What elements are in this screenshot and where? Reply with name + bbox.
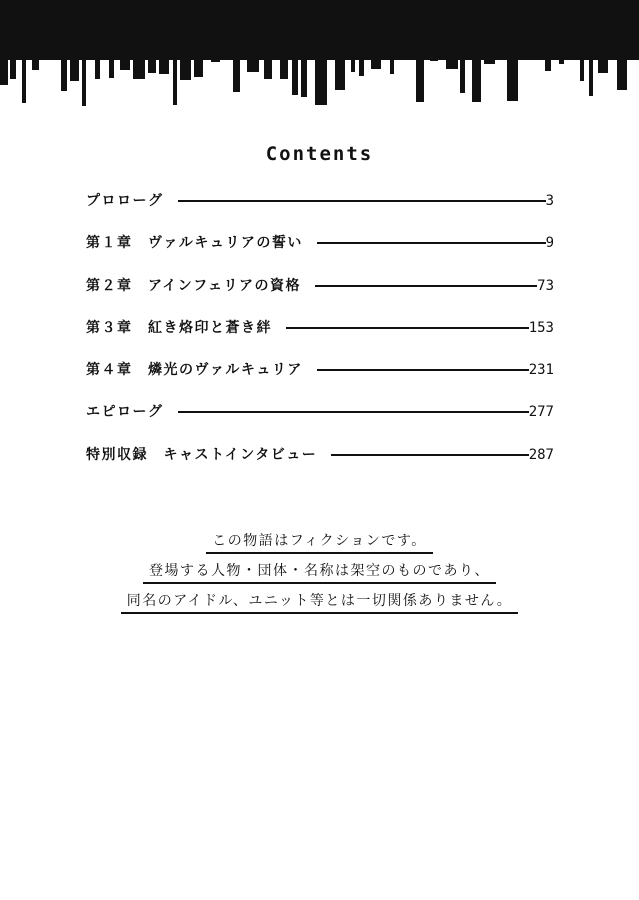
toc-entry-label: 第２章 アインフェリアの資格	[86, 277, 302, 294]
disclaimer-line: この物語はフィクションです。	[206, 531, 432, 554]
toc-entry-page: 153	[528, 319, 554, 336]
toc-entry	[86, 317, 554, 359]
toc-leader-line	[317, 232, 546, 244]
toc-leader-line	[317, 359, 529, 371]
toc-entry	[86, 359, 554, 401]
toc-entry	[86, 444, 554, 486]
toc-entry-page: 73	[537, 277, 554, 294]
disclaimer-line: 同名のアイドル、ユニット等とは一切関係ありません。	[121, 591, 518, 614]
toc-entry-label: エピローグ	[86, 404, 164, 421]
table-of-contents	[86, 190, 554, 486]
fiction-disclaimer	[0, 530, 639, 620]
toc-leader-line	[178, 401, 529, 413]
toc-leader-line	[286, 317, 529, 329]
toc-entry-label: 第４章 燐光のヴァルキュリア	[86, 362, 303, 379]
toc-entry	[86, 401, 554, 443]
toc-entry-label: プロローグ	[86, 193, 164, 209]
toc-entry-label: 特別収録 キャストインタビュー	[86, 446, 318, 463]
skyline-header-graphic	[0, 0, 639, 120]
toc-entry-page: 231	[528, 362, 554, 379]
toc-entry-label: 第１章 ヴァルキュリアの誓い	[86, 235, 303, 252]
toc-leader-line	[331, 444, 528, 456]
toc-entry-page: 277	[528, 404, 554, 421]
toc-entry-label: 第３章 紅き烙印と蒼き絆	[86, 319, 272, 336]
toc-entry-page: 287	[528, 446, 554, 463]
toc-entry	[86, 232, 554, 274]
toc-entry	[86, 275, 554, 317]
toc-entry-page: 3	[545, 193, 554, 209]
toc-leader-line	[315, 275, 537, 287]
toc-entry	[86, 190, 554, 232]
page-title: Contents	[265, 143, 374, 165]
toc-entry-page: 9	[545, 235, 554, 252]
disclaimer-line: 登場する人物・団体・名称は架空のものであり、	[143, 561, 496, 584]
toc-leader-line	[178, 190, 546, 202]
